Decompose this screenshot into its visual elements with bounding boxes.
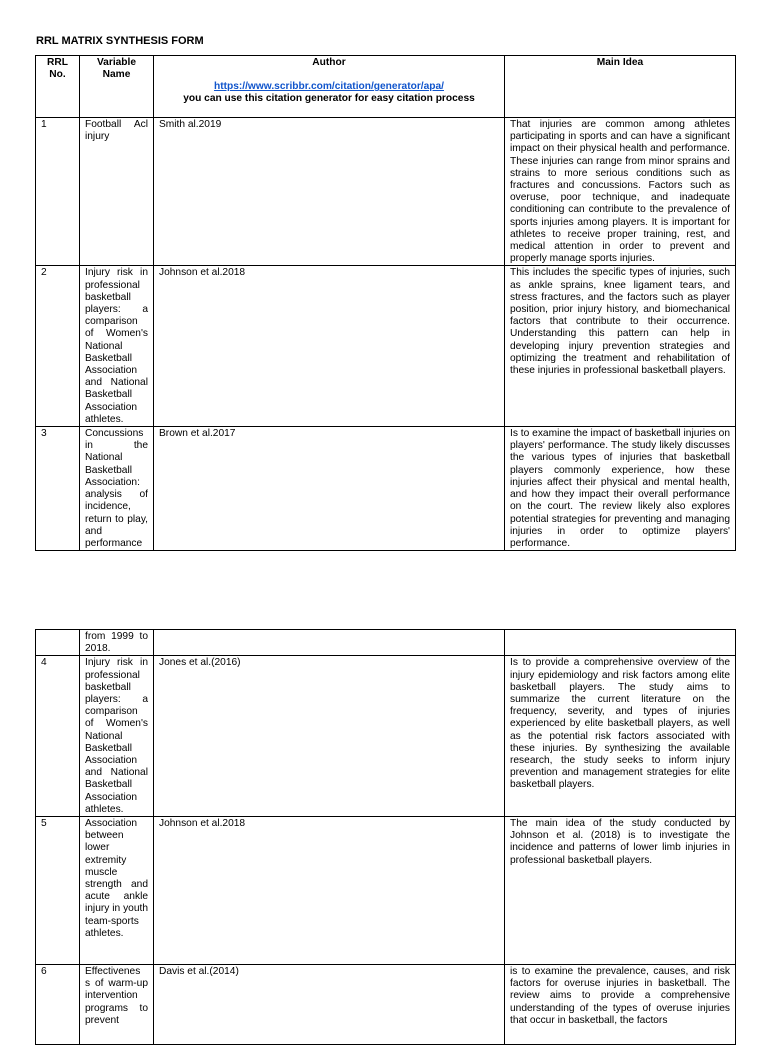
author-cell: Brown et al.2017 [154, 427, 505, 551]
author-cell: Johnson et al.2018 [154, 266, 505, 427]
header-variable-name: Variable Name [80, 56, 154, 118]
rrl-matrix-table-continued [35, 629, 736, 1045]
header-author [154, 56, 505, 118]
variable-name-cell: Injury risk in professional basketball players: a comparison of Women's National Basketball Association and National Basketball Association athletes. [80, 266, 154, 427]
rrl-no-cell: 2 [36, 266, 80, 427]
citation-generator-link[interactable]: https://www.scribbr.com/citation/generator/apa/ [213, 81, 444, 93]
main-idea-cell: is to examine the prevalence, causes, and risk factors for overuse injuries in basketball. The review aims to provide a comprehensive understanding of the types of overuse injuries that occur in basketball, the factors [505, 965, 736, 1045]
table-header-row [36, 56, 736, 118]
table-row-continuation [36, 630, 736, 656]
table-row [36, 817, 736, 965]
rrl-no-cell: 1 [36, 118, 80, 266]
rrl-no-cell: 5 [36, 817, 80, 965]
author-cell: Davis et al.(2014) [154, 965, 505, 1045]
rrl-matrix-table [35, 55, 736, 551]
main-idea-cell: The main idea of the study conducted by Johnson et al. (2018) is to investigate the incidence and patterns of lower limb injuries in professional basketball players. [505, 817, 736, 965]
table-row [36, 656, 736, 817]
header-main-idea: Main Idea [505, 56, 736, 118]
variable-name-cell: Injury risk in professional basketball players: a comparison of Women's National Basketball Association and National Basketball Association athletes. [80, 656, 154, 817]
rrl-no-cell: 6 [36, 965, 80, 1045]
main-idea-cell: Is to provide a comprehensive overview of the injury epidemiology and risk factors among elite basketball players. The study aims to summarize the current literature on the frequency, severity, and types of injuries experienced by elite basketball players, as well as the potential risk factors associated with these injuries. By synthesizing the available research, the study seeks to inform injury prevention and management strategies for elite basketball players. [505, 656, 736, 817]
main-idea-cell: This includes the specific types of injuries, such as ankle sprains, knee ligament tears, and stress fractures, and the factors such as player position, prior injury history, and biomechanical factors that contribute to their occurrence. Understanding this pattern can help in developing injury prevention strategies and optimizing the treatment and rehabilitation of these injuries in professional basketball players. [505, 266, 736, 427]
rrl-no-cell: 4 [36, 656, 80, 817]
main-idea-cell: Is to examine the impact of basketball injuries on players' performance. The study likely discusses the various types of injuries that basketball players commonly experience, how these injuries affect their physical and mental health, and how they impact their overall performance on the court. The review likely also explores potential strategies for preventing and managing injuries in order to optimize players' performance. [505, 427, 736, 551]
main-idea-cell: That injuries are common among athletes participating in sports and can have a significant impact on their physical health and performance. These injuries can range from minor sprains and strains to more serious conditions such as fractures and concussions. Factors such as overuse, poor technique, and inadequate conditioning can contribute to the prevalence of sports injuries among players. It is important for athletes to receive proper training, rest, and medical attention in order to prevent and properly manage sports injuries. [505, 118, 736, 266]
form-title: RRL MATRIX SYNTHESIS FORM [36, 35, 204, 47]
variable-name-cell: Association between lower extremity muscle strength and acute ankle injury in youth team-sports athletes. [80, 817, 154, 965]
header-rrl-no: RRL No. [36, 56, 80, 118]
variable-name-cell: Football Acl injury [80, 118, 154, 266]
table-row [36, 427, 736, 551]
main-idea-cell [505, 630, 736, 656]
rrl-no-cell: 3 [36, 427, 80, 551]
variable-name-cell: Concussions in the National Basketball Association: analysis of incidence, return to play, and performance [80, 427, 154, 551]
table-row [36, 965, 736, 1045]
author-cell: Smith al.2019 [154, 118, 505, 266]
table-row [36, 266, 736, 427]
variable-name-cell: from 1999 to 2018. [80, 630, 154, 656]
table-row [36, 118, 736, 266]
citation-note: you can use this citation generator for easy citation process [183, 93, 475, 105]
header-author-label: Author [312, 57, 346, 68]
author-cell [154, 630, 505, 656]
variable-name-cell: Effectivenes s of warm-up intervention programs to prevent [80, 965, 154, 1045]
rrl-no-cell [36, 630, 80, 656]
author-cell: Jones et al.(2016) [154, 656, 505, 817]
author-cell: Johnson et al.2018 [154, 817, 505, 965]
